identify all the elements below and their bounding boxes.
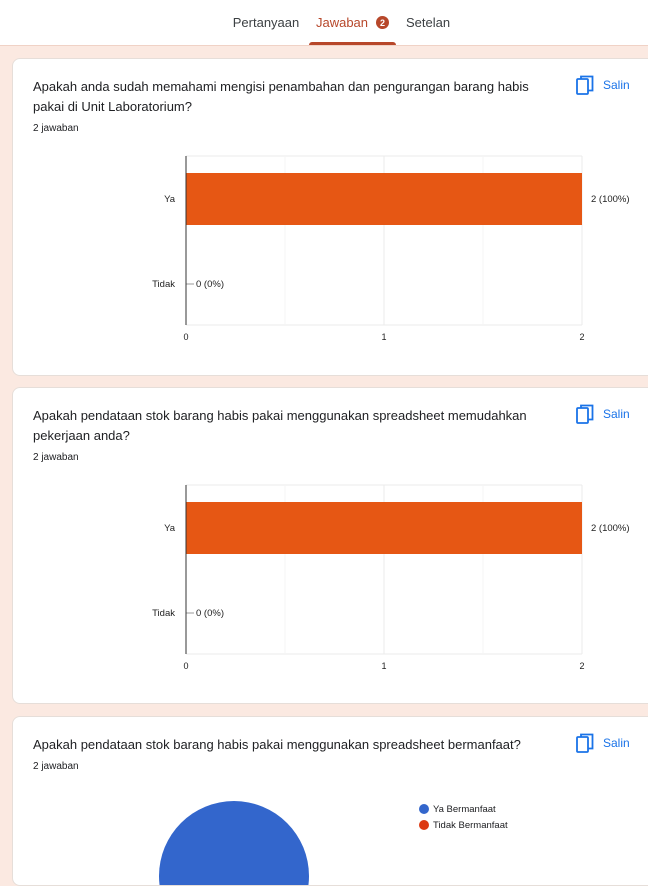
x-tick-label: 0 (183, 661, 189, 671)
response-count: 2 jawaban (33, 761, 79, 772)
question-title: Apakah pendataan stok barang habis pakai menggunakan spreadsheet memudahkan pekerjaan anda? (33, 408, 527, 443)
legend-item-tidak (419, 817, 508, 833)
copy-label: Salin (603, 78, 630, 92)
data-label: 0 (0%) (196, 279, 224, 290)
x-tick-label: 2 (579, 332, 585, 342)
legend-item-ya (419, 801, 508, 817)
y-category-label: Ya (164, 194, 175, 205)
bar (186, 173, 582, 225)
response-count: 2 jawaban (33, 123, 79, 134)
tab-jawaban-label: Jawaban (315, 15, 369, 30)
data-label: 2 (100%) (591, 523, 630, 534)
question-card-2 (12, 387, 648, 704)
legend-dot-ya (419, 804, 429, 814)
copy-label: Salin (603, 407, 630, 421)
pie-legend (419, 801, 508, 833)
response-count-badge: 2 (376, 16, 389, 29)
question-card-3 (12, 716, 648, 886)
x-tick-label: 0 (183, 332, 189, 342)
bar-chart (13, 59, 648, 376)
y-category-label: Ya (164, 523, 175, 534)
tab-setelan-label: Setelan (405, 15, 451, 30)
x-tick-label: 1 (381, 332, 387, 342)
x-tick-label: 1 (381, 661, 387, 671)
response-count: 2 jawaban (33, 452, 79, 463)
legend-label: Ya Bermanfaat (433, 803, 496, 815)
legend-dot-tidak (419, 820, 429, 830)
copy-label: Salin (603, 736, 630, 750)
question-card-1 (12, 58, 648, 376)
pie-chart (13, 717, 648, 886)
data-label: 0 (0%) (196, 608, 224, 619)
pie-slice (159, 801, 309, 886)
tab-pertanyaan-label: Pertanyaan (232, 15, 300, 30)
tab-pertanyaan[interactable] (228, 0, 304, 45)
tab-setelan[interactable] (401, 0, 455, 45)
tab-bar (0, 0, 648, 46)
question-title: Apakah pendataan stok barang habis pakai menggunakan spreadsheet bermanfaat? (33, 737, 521, 752)
bar-chart (13, 388, 648, 704)
data-label: 2 (100%) (591, 194, 630, 205)
x-tick-label: 2 (579, 661, 585, 671)
y-category-label: Tidak (152, 608, 175, 619)
bar (186, 502, 582, 554)
legend-label: Tidak Bermanfaat (433, 819, 508, 831)
tab-jawaban[interactable] (309, 0, 396, 45)
active-tab-indicator (309, 42, 396, 45)
y-category-label: Tidak (152, 279, 175, 290)
question-title: Apakah anda sudah memahami mengisi penambahan dan pengurangan barang habis pakai di Unit Laboratorium? (33, 79, 529, 114)
